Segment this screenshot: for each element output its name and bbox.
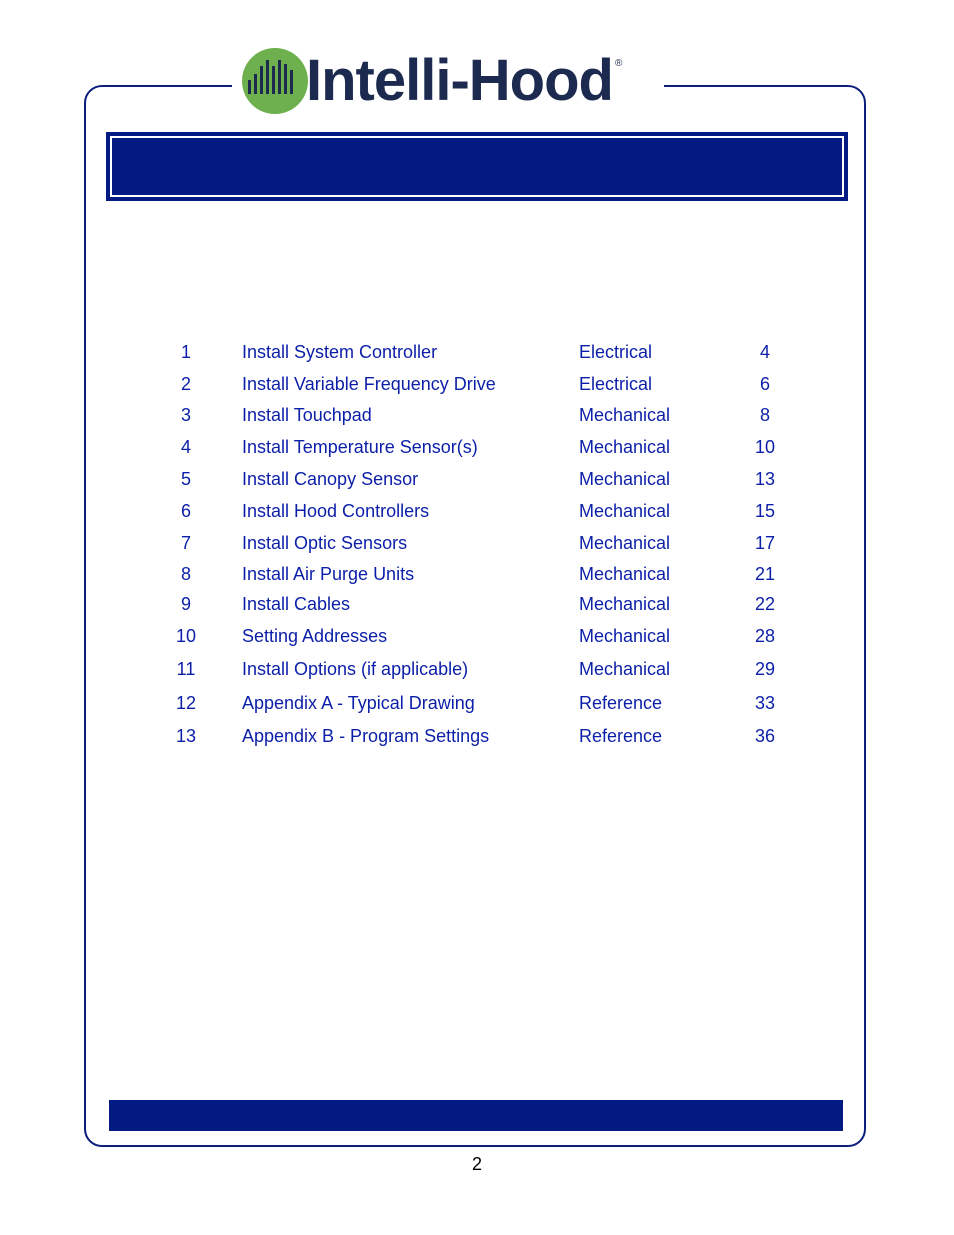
toc-category: Electrical	[579, 374, 653, 394]
toc-page: 8	[759, 405, 770, 425]
toc-category: Reference	[579, 726, 663, 746]
toc-page: 28	[754, 626, 776, 646]
toc-title: Install Cables	[242, 594, 351, 614]
toc-row[interactable]	[0, 340, 954, 364]
toc-page: 29	[754, 659, 776, 679]
toc-title: Appendix A - Typical Drawing	[242, 693, 475, 713]
toc-page: 6	[759, 374, 770, 394]
toc-number: 9	[180, 594, 191, 614]
toc-page: 10	[754, 437, 776, 457]
page-number: 2	[471, 1154, 482, 1174]
title-bar	[106, 132, 848, 201]
toc-row[interactable]	[0, 467, 954, 491]
toc-number: 4	[180, 437, 191, 457]
toc-title: Install Variable Frequency Drive	[242, 374, 496, 394]
toc-row[interactable]	[0, 403, 954, 427]
toc-row[interactable]	[0, 562, 954, 586]
brand-name: Intelli-Hood	[306, 48, 613, 113]
toc-category: Mechanical	[579, 626, 671, 646]
toc-row[interactable]	[0, 499, 954, 523]
toc-number: 8	[180, 564, 191, 584]
toc-title: Install Temperature Sensor(s)	[242, 437, 478, 457]
brand-logo	[232, 40, 664, 122]
toc-category: Mechanical	[579, 564, 671, 584]
toc-category: Mechanical	[579, 437, 671, 457]
toc-row[interactable]	[0, 724, 954, 748]
toc-row[interactable]	[0, 435, 954, 459]
toc-title: Appendix B - Program Settings	[242, 726, 490, 746]
toc-category: Electrical	[579, 342, 653, 362]
toc-row[interactable]	[0, 691, 954, 715]
toc-number: 10	[175, 626, 197, 646]
intelli-hood-logo-icon	[242, 48, 308, 114]
toc-number: 1	[180, 342, 191, 362]
toc-page: 13	[754, 469, 776, 489]
toc-title: Install Touchpad	[242, 405, 372, 425]
toc-number: 2	[180, 374, 191, 394]
toc-title: Install Options (if applicable)	[242, 659, 469, 679]
toc-number: 7	[180, 533, 191, 553]
toc-title: Setting Addresses	[242, 626, 388, 646]
toc-page: 17	[754, 533, 776, 553]
toc-title: Install Optic Sensors	[242, 533, 408, 553]
toc-row[interactable]	[0, 624, 954, 648]
toc-title: Install Hood Controllers	[242, 501, 430, 521]
toc-category: Mechanical	[579, 659, 671, 679]
toc-number: 12	[175, 693, 197, 713]
toc-row[interactable]	[0, 592, 954, 616]
toc-category: Mechanical	[579, 405, 671, 425]
toc-title: Install System Controller	[242, 342, 438, 362]
toc-page: 33	[754, 693, 776, 713]
toc-page: 21	[754, 564, 776, 584]
page-frame	[84, 85, 866, 1147]
registered-mark: ®	[614, 58, 623, 69]
toc-page: 22	[754, 594, 776, 614]
toc-page: 4	[759, 342, 770, 362]
toc-number: 5	[180, 469, 191, 489]
toc-category: Reference	[579, 693, 663, 713]
toc-category: Mechanical	[579, 469, 671, 489]
toc-category: Mechanical	[579, 594, 671, 614]
toc-number: 6	[180, 501, 191, 521]
footer-bar	[109, 1100, 843, 1131]
toc-row[interactable]	[0, 657, 954, 681]
toc-category: Mechanical	[579, 501, 671, 521]
toc-number: 3	[180, 405, 191, 425]
toc-row[interactable]	[0, 372, 954, 396]
toc-page: 36	[754, 726, 776, 746]
toc-number: 13	[175, 726, 197, 746]
toc-category: Mechanical	[579, 533, 671, 553]
toc-number: 11	[176, 659, 196, 679]
toc-page: 15	[754, 501, 776, 521]
toc-title: Install Air Purge Units	[242, 564, 415, 584]
toc-row[interactable]	[0, 531, 954, 555]
toc-title: Install Canopy Sensor	[242, 469, 419, 489]
